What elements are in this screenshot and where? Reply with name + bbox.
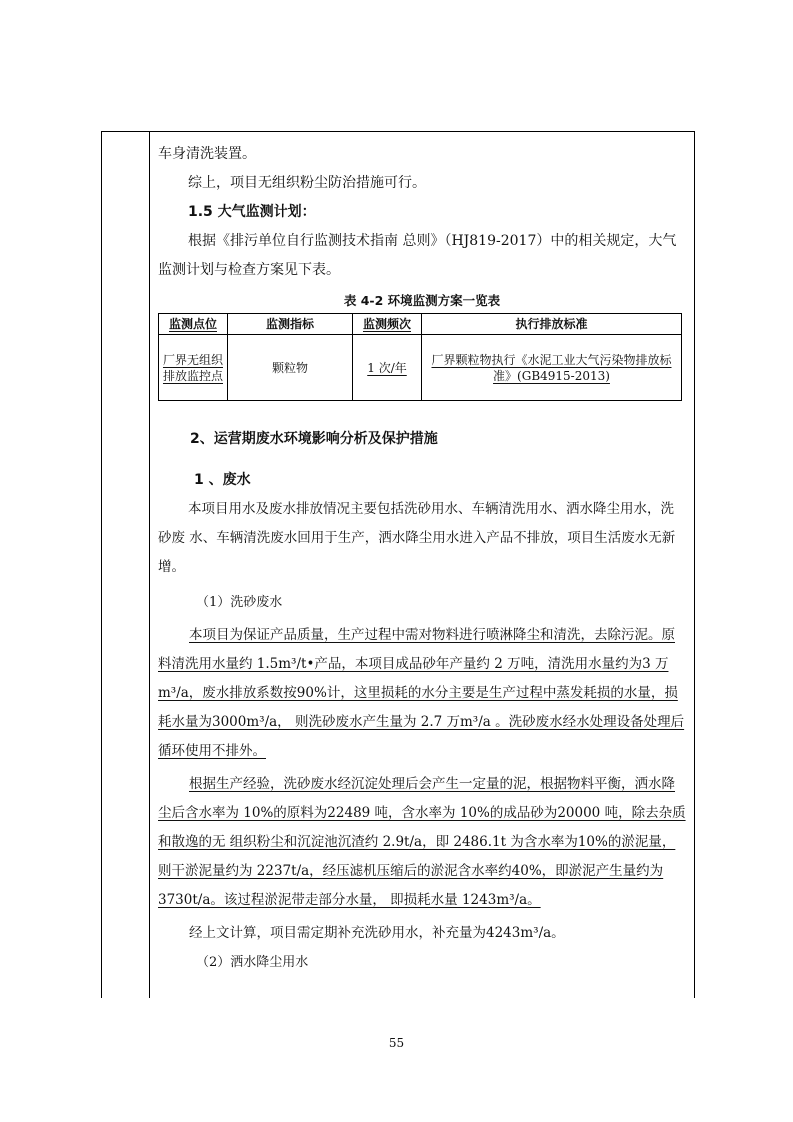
paragraph: 综上，项目无组织粉尘防治措施可行。 xyxy=(188,175,426,191)
monitoring-table xyxy=(158,313,682,401)
table-header-cell: 执行排放标准 xyxy=(422,314,682,335)
paragraph: 根据《排污单位自行监测技术指南 总则》（HJ819-2017）中的相关规定，大气监测计划与检查方案见下表。 xyxy=(158,233,677,278)
table-cell: 1 次/年 xyxy=(353,335,422,401)
paragraph: 本项目用水及废水排放情况主要包括洗砂用水、车辆清洗用水、洒水降尘用水，洗砂废 水、车辆清洗废水回用于生产，洒水降尘用水进入产品不排放，项目生活废水无新增。 xyxy=(158,501,676,575)
section-heading: 1.5 大气监测计划： xyxy=(188,204,316,220)
table-cell: 厂界无组织排放监控点 xyxy=(159,335,228,401)
paragraph: 经上文计算，项目需定期补充洗砂用水，补充量为4243m³/a。 xyxy=(189,925,565,941)
table-caption: 表 4-2 环境监测方案一览表 xyxy=(343,293,501,308)
table-cell: 厂界颗粒物执行《水泥工业大气污染物排放标准》(GB4915-2013) xyxy=(422,335,682,401)
paragraph: 根据生产经验，洗砂废水经沉淀处理后会产生一定量的泥，根据物料平衡，洒水降尘后含水率为 10%的原料为22489 吨，含水率为 10%的成品砂为20000 吨，除去杂质和散逸的无 组织粉尘和沉淀池沉渣约 2.9t/a，即 2486.1t 为含水率为10%的淤泥量，则干淤泥量约为 2237t/a，经压滤机压缩后的淤泥含水率约40%，即淤泥产生量约为3730t/a。该过程淤泥带走部分水量， 即损耗水量 1243m³/a。 xyxy=(158,776,686,908)
paragraph: 本项目为保证产品质量，生产过程中需对物料进行喷淋降尘和清洗，去除污泥。原料清洗用水量约 1.5m³/t•产品，本项目成品砂年产量约 2 万吨，清洗用水量约为3 万m³/a，废水排放系数按90%计，这里损耗的水分主要是生产过程中蒸发耗损的水量，损耗水量为3000m³/a， 则洗砂废水产生量为 2.7 万m³/a 。洗砂废水经水处理设备处理后循环使用不排外。 xyxy=(158,627,685,759)
table-header-cell: 监测指标 xyxy=(228,314,353,335)
page-number: 55 xyxy=(388,1036,405,1050)
column-divider xyxy=(149,132,150,998)
paragraph: 车身清洗装置。 xyxy=(158,146,256,162)
table-cell: 颗粒物 xyxy=(228,335,353,401)
table-header-cell: 监测点位 xyxy=(159,314,228,335)
table-header-cell: 监测频次 xyxy=(353,314,422,335)
list-item: （1）洗砂废水 xyxy=(196,595,283,610)
subsection-heading: 1 、废水 xyxy=(194,472,251,488)
table-header-row xyxy=(159,314,682,335)
page-content xyxy=(158,140,686,977)
table-row xyxy=(159,335,682,401)
list-item: （2）洒水降尘用水 xyxy=(196,955,309,970)
section-heading: 2、运营期废水环境影响分析及保护措施 xyxy=(190,431,438,447)
